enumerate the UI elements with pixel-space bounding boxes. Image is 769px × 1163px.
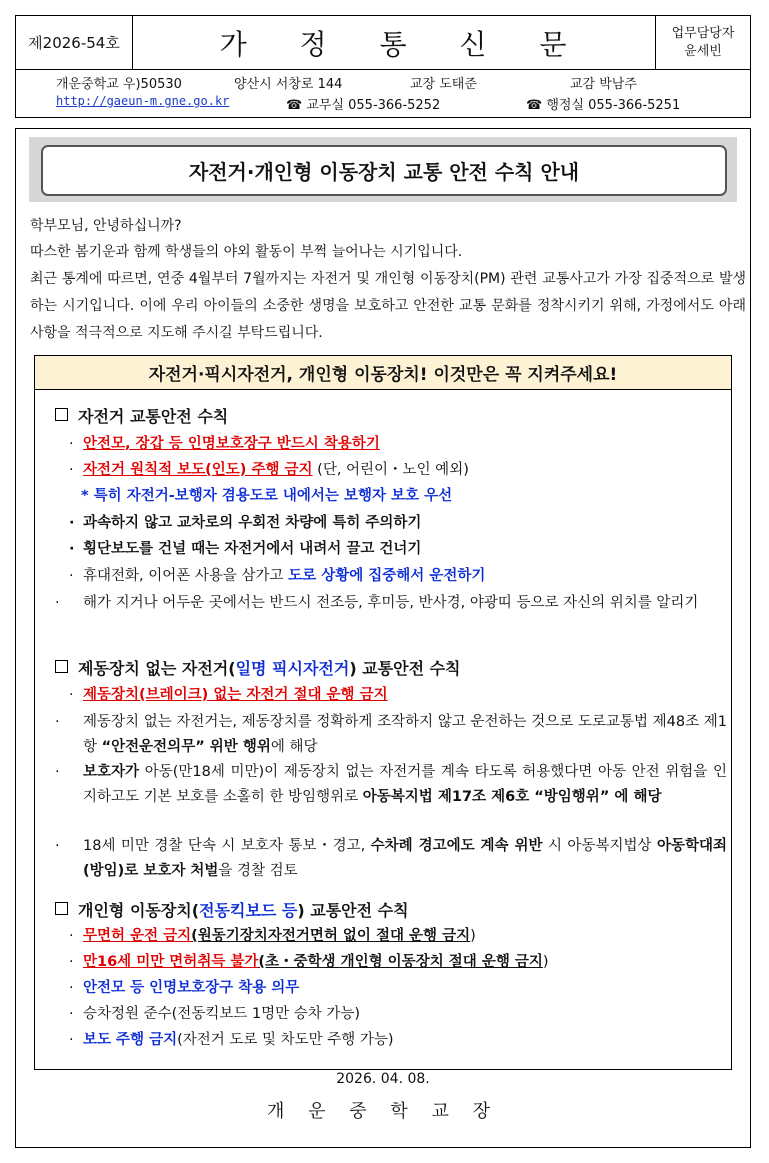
greeting: 학부모님, 안녕하십니까? (30, 218, 182, 234)
rule-no-license-detail: (원동기장치자전거면허 없이 절대 운행 금지 (191, 928, 471, 944)
rule-phone: 휴대전화, 이어폰 사용을 삼가고 (83, 568, 289, 584)
list-item: · 만16세 미만 면허취득 불가(초・중학생 개인형 이동장치 절대 운행 금지) (69, 954, 549, 970)
rule-age-limit-detail: (초・중학생 개인형 이동장치 절대 운행 금지 (258, 954, 543, 970)
checkbox-square-icon (55, 660, 68, 673)
rule-helmet: 안전모, 장갑 등 인명보호장구 반드시 착용하기 (83, 436, 380, 452)
list-item: · 과속하지 않고 교차로의 우회전 차량에 특히 주의하기 (69, 515, 422, 531)
list-item: · 안전모, 장갑 등 인명보호장구 반드시 착용하기 (69, 436, 380, 452)
rule-guardian-text: 아동(만18세 미만)이 제동장치 없는 자전거를 계속 타도록 허용했다면 아동 안전 위험을 인지하고도 기본 보호를 소홀히 한 방임행위로 (83, 764, 727, 805)
checkbox-square-icon (55, 408, 68, 421)
rule-phone-focus: 도로 상황에 집중해서 운전하기 (288, 568, 486, 584)
school-website-link[interactable]: http://gaeun-m.gne.go.kr (56, 94, 230, 108)
list-item: · 해가 지거나 어두운 곳에서는 반드시 전조등, 후미등, 반사경, 야광띠 등으로 자신의 위치를 알리기 (55, 595, 699, 611)
list-item: · 휴대전화, 이어폰 사용을 삼가고 도로 상황에 집중해서 운전하기 (69, 568, 486, 584)
list-item (81, 484, 452, 509)
letterhead (15, 15, 751, 118)
intro-sentence: 따스한 봄기운과 함께 학생들의 야외 활동이 부쩍 늘어나는 시기입니다. (30, 244, 463, 260)
staff-label: 업무담당자 (671, 25, 735, 41)
section-fixie-title: 제동장치 없는 자전거( (78, 659, 236, 678)
list-item: · 보도 주행 금지(자전거 도로 및 차도만 주행 가능) (69, 1032, 394, 1048)
rule-no-brakeless: 제동장치(브레이크) 없는 자전거 절대 운행 금지 (83, 687, 388, 703)
section-bicycle-heading (55, 404, 228, 427)
list-item: · 무면허 운전 금지(원동기장치자전거면허 없이 절대 운행 금지) (69, 928, 476, 944)
rule-intersection: 과속하지 않고 교차로의 우회전 차량에 특히 주의하기 (83, 515, 422, 531)
list-item: · 제동장치(브레이크) 없는 자전거 절대 운행 금지 (69, 687, 388, 703)
rule-no-sidewalk-pm-detail: (자전거 도로 및 차도만 주행 가능) (177, 1032, 394, 1048)
section-pm-heading (55, 898, 409, 921)
issue-number: 제2026-54호 (16, 16, 133, 69)
notice-body (15, 128, 751, 1148)
rule-no-sidewalk-pm: 보도 주행 금지 (83, 1032, 178, 1048)
rule-age-limit-end: ) (542, 954, 549, 970)
issue-date: 2026. 04. 08. (336, 1071, 430, 1087)
section-pm-title: 개인형 이동장치( (78, 901, 200, 920)
rule-no-sidewalk-exception: (단, 어린이・노인 예외) (312, 462, 469, 478)
section-bicycle-title: 자전거 교통안전 수칙 (78, 407, 229, 426)
rule-guardian-law: 아동복지법 제17조 제6호 “방임행위” 에 해당 (362, 789, 662, 805)
school-signature: 개 운 중 학 교 장 (267, 1101, 499, 1122)
rule-pm-helmet: 안전모 등 인명보호장구 착용 의무 (83, 980, 300, 996)
intro-paragraph: 최근 통계에 따르면, 연중 4월부터 7월까지는 자전거 및 개인형 이동장치(PM) 관련 교통사고가 가장 집중적으로 발생하는 시기입니다. 이에 우리 아이들의 소중한 생명을 보호하고 안전한 교통 문화를 정착시키기 위해, 가정에서도 아래 사항을 적극적으로 지도해 주시길 부탁드립니다. (30, 271, 746, 341)
admin-phone: ☎ 행정실 055-366-5251 (526, 98, 681, 113)
vice-principal-name: 교감 박남주 (570, 77, 637, 92)
list-item: · 18세 미만 경찰 단속 시 보호자 통보・경고, 수차례 경고에도 계속 위반 시 아동복지법상 아동학대죄(방임)로 보호자 처벌을 경찰 검토 (55, 838, 727, 879)
rule-police-text: 시 아동복지법상 (542, 838, 657, 854)
document-title: 가 정 통 신 문 (133, 16, 656, 69)
list-item: · 자전거 원칙적 보도(인도) 주행 금지 (단, 어린이・노인 예외) (69, 462, 469, 478)
rule-police-end: 을 경찰 검토 (218, 863, 298, 879)
rule-no-license: 무면허 운전 금지 (83, 928, 192, 944)
rule-police-abuse: 아동학대죄(방임)로 보호자 처벌 (83, 838, 727, 879)
section-fixie-title-end: ) 교통안전 수칙 (349, 659, 461, 678)
rule-capacity: 승차정원 준수(전동킥보드 1명만 승차 가능) (83, 1006, 361, 1022)
section-pm-title-end: ) 교통안전 수칙 (297, 901, 409, 920)
staff-cell (656, 16, 750, 69)
rule-traffic-law-end: 에 해당 (270, 739, 318, 755)
rule-traffic-law: 제동장치 없는 자전거는, 제동장치를 정확하게 조작하지 않고 운전하는 것으로 도로교통법 제48조 제1항 (83, 714, 727, 755)
list-item: · 보호자가 아동(만18세 미만)이 제동장치 없는 자전거를 계속 타도록 허용했다면 아동 안전 위험을 인지하고도 기본 보호를 소홀히 한 방임행위로 아동복지법 제17조 제6호 “방임행위” 에 해당 (55, 764, 727, 805)
list-item: · 안전모 등 인명보호장구 착용 의무 (69, 980, 300, 996)
office-phone: ☎ 교무실 055-366-5252 (286, 98, 441, 113)
principal-name: 교장 도태준 (410, 77, 477, 92)
section-fixie-highlight: 일명 픽시자전거 (235, 659, 350, 678)
rule-traffic-law-bold: “안전운전의무” 위반 행위 (101, 739, 271, 755)
title-banner (29, 137, 737, 202)
rule-no-license-end: ) (470, 928, 476, 944)
rule-police-repeat: 수차례 경고에도 계속 위반 (370, 838, 543, 854)
section-pm-highlight: 전동킥보드 등 (199, 901, 298, 920)
rules-box-title: 자전거·픽시자전거, 개인형 이동장치! 이것만은 꼭 지켜주세요! (35, 356, 731, 390)
school-address: 양산시 서창로 144 (234, 77, 343, 92)
banner-title: 자전거·개인형 이동장치 교통 안전 수칙 안내 (41, 145, 727, 196)
list-item: · 횡단보도를 건널 때는 자전거에서 내려서 끌고 건너기 (69, 541, 422, 557)
rule-age-limit: 만16세 미만 면허취득 불가 (83, 954, 259, 970)
school-postcode: 개운중학교 우)50530 (56, 77, 182, 92)
checkbox-square-icon (55, 902, 68, 915)
list-item: · 승차정원 준수(전동킥보드 1명만 승차 가능) (69, 1006, 361, 1022)
rule-crosswalk: 횡단보도를 건널 때는 자전거에서 내려서 끌고 건너기 (83, 541, 422, 557)
rule-police: 18세 미만 경찰 단속 시 보호자 통보・경고, (83, 838, 371, 854)
header-divider (16, 69, 750, 70)
list-item: · 제동장치 없는 자전거는, 제동장치를 정확하게 조작하지 않고 운전하는 것으로 도로교통법 제48조 제1항 “안전운전의무” 위반 행위에 해당 (55, 714, 727, 755)
rule-pedestrian-priority: * 특히 자전거-보행자 겸용도로 내에서는 보행자 보호 우선 (81, 488, 453, 504)
staff-name: 윤세빈 (684, 43, 722, 59)
rule-lights: 해가 지거나 어두운 곳에서는 반드시 전조등, 후미등, 반사경, 야광띠 등으로 자신의 위치를 알리기 (83, 595, 699, 611)
rules-box (34, 355, 732, 1070)
section-fixie-heading (55, 656, 461, 679)
rule-guardian: 보호자가 (83, 764, 140, 780)
rule-no-sidewalk: 자전거 원칙적 보도(인도) 주행 금지 (83, 462, 313, 478)
